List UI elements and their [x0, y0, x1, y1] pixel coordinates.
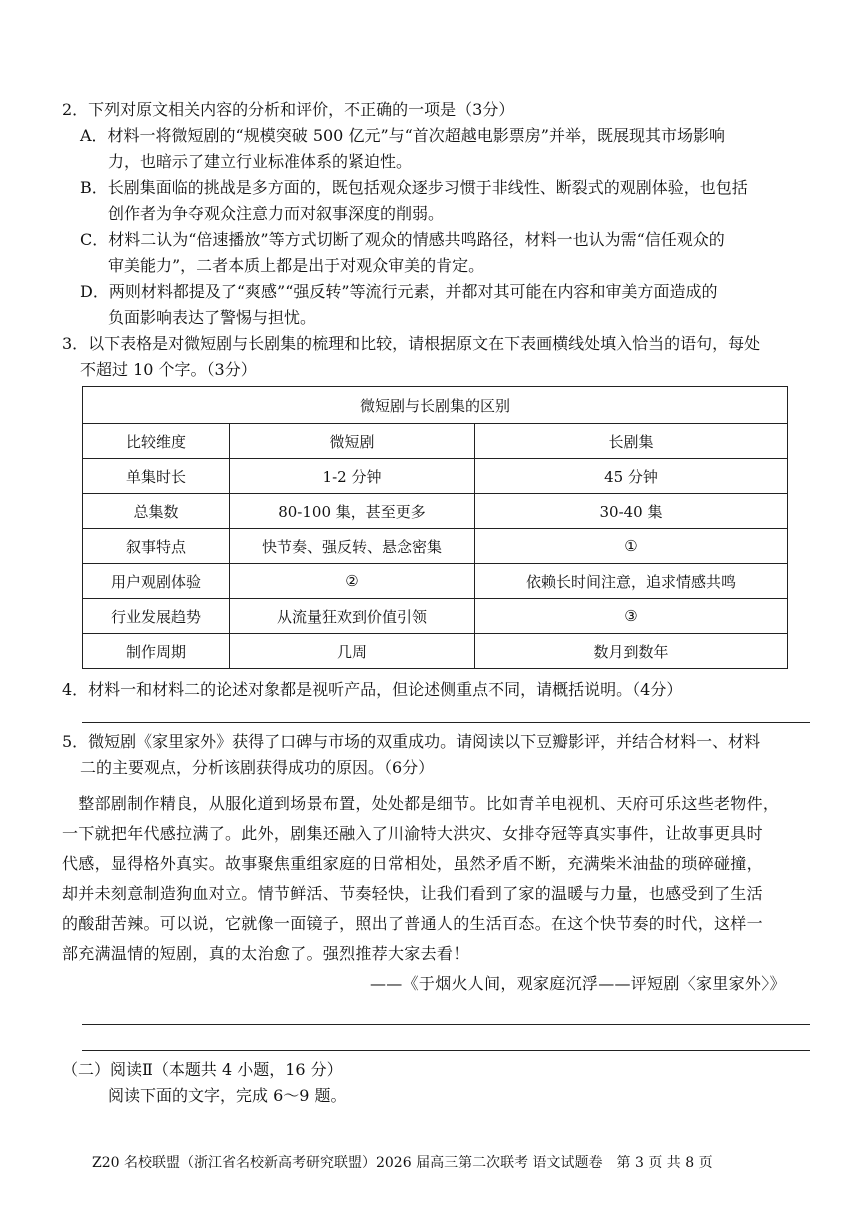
q2-option-d-line2: 负面影响表达了警惕与担忧。: [108, 308, 317, 327]
q5-answer-line-1: [82, 1024, 810, 1025]
q4-stem: 4．材料一和材料二的论述对象都是视听产品，但论述侧重点不同，请概括说明。（4分）: [62, 680, 683, 699]
table-row: [83, 599, 788, 634]
review-line: 一下就把年代感拉满了。此外，剧集还融入了川渝特大洪灾、女排夺冠等真实事件，让故事更具时: [62, 824, 763, 843]
q5-answer-line-2: [82, 1050, 810, 1051]
table-cell: 几周: [230, 634, 475, 669]
table-cell: 制作周期: [83, 634, 230, 669]
table-cell: 数月到数年: [475, 634, 788, 669]
table-cell: 用户观剧体验: [83, 564, 230, 599]
table-row: [83, 459, 788, 494]
header-long-drama: 长剧集: [475, 424, 788, 459]
comparison-table: [82, 386, 788, 669]
section-instruction: 阅读下面的文字，完成 6～9 题。: [108, 1086, 347, 1105]
table-row: [83, 564, 788, 599]
table-cell: 单集时长: [83, 459, 230, 494]
table-cell: 45 分钟: [475, 459, 788, 494]
q2-option-b-line1: B．长剧集面临的挑战是多方面的，既包括观众逐步习惯于非线性、断裂式的观剧体验，也包括: [80, 178, 748, 197]
q2-stem: 2．下列对原文相关内容的分析和评价，不正确的一项是（3分）: [62, 100, 515, 119]
q4-answer-line: [82, 722, 810, 723]
table-cell: 1-2 分钟: [230, 459, 475, 494]
table-row: [83, 494, 788, 529]
table-cell: 依赖长时间注意，追求情感共鸣: [475, 564, 788, 599]
table-cell: 行业发展趋势: [83, 599, 230, 634]
review-line: 代感，显得格外真实。故事聚焦重组家庭的日常相处，虽然矛盾不断，充满柴米油盐的琐碎碰撞，: [62, 854, 763, 873]
q2-option-c-line2: 审美能力”，二者本质上都是出于对观众审美的肯定。: [108, 256, 485, 275]
blank-cell-2: ②: [230, 564, 475, 599]
table-row: [83, 634, 788, 669]
q2-option-b-line2: 创作者为争夺观众注意力而对叙事深度的削弱。: [108, 204, 445, 223]
q5-stem-line1: 5．微短剧《家里家外》获得了口碑与市场的双重成功。请阅读以下豆瓣影评，并结合材料一、材料: [62, 732, 761, 751]
table-cell: 30-40 集: [475, 494, 788, 529]
q5-stem-line2: 二的主要观点，分析该剧获得成功的原因。（6分）: [80, 758, 435, 777]
q2-option-d-line1: D．两则材料都提及了“爽感”“强反转”等流行元素，并都对其可能在内容和审美方面造成的: [80, 282, 718, 301]
review-line: 整部剧制作精良，从服化道到场景布置，处处都是细节。比如青羊电视机、天府可乐这些老物件，: [62, 794, 780, 813]
review-source: ——《于烟火人间，观家庭沉浮——评短剧〈家里家外〉》: [370, 974, 786, 993]
table-cell: 80-100 集，甚至更多: [230, 494, 475, 529]
review-line: 部充满温情的短剧，真的太治愈了。强烈推荐大家去看！: [62, 944, 470, 963]
q2-option-c-line1: C．材料二认为“倍速播放”等方式切断了观众的情感共鸣路径，材料一也认为需“信任观众的: [80, 230, 725, 249]
review-line: 的酸甜苦辣。可以说，它就像一面镜子，照出了普通人的生活百态。在这个快节奏的时代，这样一: [62, 914, 763, 933]
review-line: 却并未刻意制造狗血对立。情节鲜活、节奏轻快，让我们看到了家的温暖与力量，也感受到了生活: [62, 884, 763, 903]
table-title: 微短剧与长剧集的区别: [83, 387, 788, 424]
header-dimension: 比较维度: [83, 424, 230, 459]
page-footer: Z20 名校联盟（浙江省名校新高考研究联盟）2026 届高三第二次联考 语文试题卷 第 3 页 共 8 页: [92, 1155, 713, 1171]
table-cell: 快节奏、强反转、悬念密集: [230, 529, 475, 564]
table-cell: 总集数: [83, 494, 230, 529]
q3-stem-line1: 3．以下表格是对微短剧与长剧集的梳理和比较，请根据原文在下表画横线处填入恰当的语句，每处: [62, 334, 761, 353]
q2-option-a-line2: 力，也暗示了建立行业标准体系的紧迫性。: [108, 152, 413, 171]
table-cell: 叙事特点: [83, 529, 230, 564]
table-row: [83, 529, 788, 564]
table-header-row: [83, 424, 788, 459]
q3-stem-line2: 不超过 10 个字。（3分）: [80, 360, 257, 379]
table-title-row: [83, 387, 788, 424]
table-cell: 从流量狂欢到价值引领: [230, 599, 475, 634]
header-micro-drama: 微短剧: [230, 424, 475, 459]
blank-cell-3: ③: [475, 599, 788, 634]
q2-option-a-line1: A．材料一将微短剧的“规模突破 500 亿元”与“首次超越电影票房”并举，既展现其市场影响: [80, 126, 725, 145]
section-heading: （二）阅读Ⅱ（本题共 4 小题，16 分）: [62, 1060, 343, 1079]
blank-cell-1: ①: [475, 529, 788, 564]
